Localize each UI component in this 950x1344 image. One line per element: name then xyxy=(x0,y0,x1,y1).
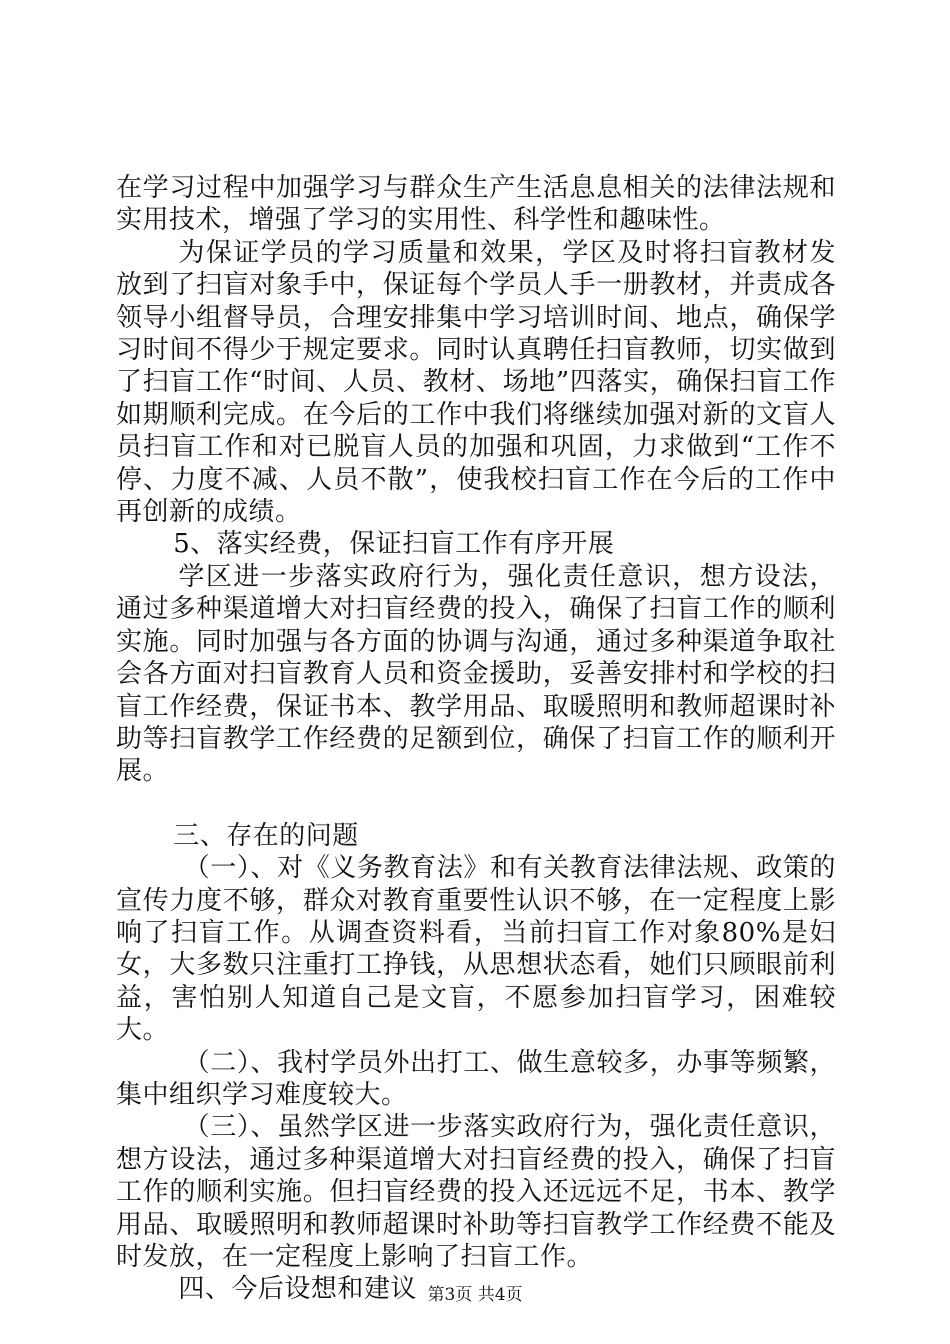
paragraph-problem-three: （三）、虽然学区进一步落实政府行为，强化责任意识，想方设法，通过多种渠道增大对扫盲经费的投入，确保了扫盲工作的顺利实施。但扫盲经费的投入还远远不足，书本、教学用品、取暖照明和教师超课时补助等扫盲教学工作经费不能及时发放，在一定程度上影响了扫盲工作。 xyxy=(116,1112,836,1272)
section-heading-problems: 三、存在的问题 xyxy=(173,820,359,851)
paragraph-funding: 学区进一步落实政府行为，强化责任意识，想方设法，通过多种渠道增大对扫盲经费的投入，确保了扫盲工作的顺利实施。同时加强与各方面的协调与沟通，通过多种渠道争取社会各方面对扫盲教育人员和资金援助，妥善安排村和学校的扫盲工作经费，保证书本、教学用品、取暖照明和教师超课时补助等扫盲教学工作经费的足额到位，确保了扫盲工作的顺利开展。 xyxy=(116,561,836,787)
document-body xyxy=(116,172,836,1306)
paragraph-materials: 为保证学员的学习质量和效果，学区及时将扫盲教材发放到了扫盲对象手中，保证每个学员人手一册教材，并责成各领导小组督导员，合理安排集中学习培训时间、地点，确保学习时间不得少于规定要求。同时认真聘任扫盲教师，切实做到了扫盲工作“时间、人员、教材、场地”四落实，确保扫盲工作如期顺利完成。在今后的工作中我们将继续加强对新的文盲人员扫盲工作和对已脱盲人员的加强和巩固，力求做到“工作不停、力度不减、人员不散”，使我校扫盲工作在今后的工作中再创新的成绩。 xyxy=(116,237,836,528)
blank-line xyxy=(116,788,836,820)
paragraph-problem-two: （二）、我村学员外出打工、做生意较多，办事等频繁，集中组织学习难度较大。 xyxy=(116,1047,836,1110)
section-heading-suggestions: 四、今后设想和建议 xyxy=(178,1274,417,1305)
paragraph-continuation: 在学习过程中加强学习与群众生产生活息息相关的法律法规和实用技术，增强了学习的实用性、科学性和趣味性。 xyxy=(116,173,836,236)
section-heading-funding: 5、落实经费，保证扫盲工作有序开展 xyxy=(173,529,615,560)
page-number-footer: 第3页 共4页 xyxy=(427,1285,523,1305)
paragraph-problem-one: （一）、对《义务教育法》和有关教育法律法规、政策的宣传力度不够，群众对教育重要性认识不够，在一定程度上影响了扫盲工作。从调查资料看，当前扫盲工作对象80%是妇女，大多数只注重打工挣钱，从思想状态看，她们只顾眼前利益，害怕别人知道自己是文盲，不愿参加扫盲学习，困难较大。 xyxy=(116,853,836,1046)
